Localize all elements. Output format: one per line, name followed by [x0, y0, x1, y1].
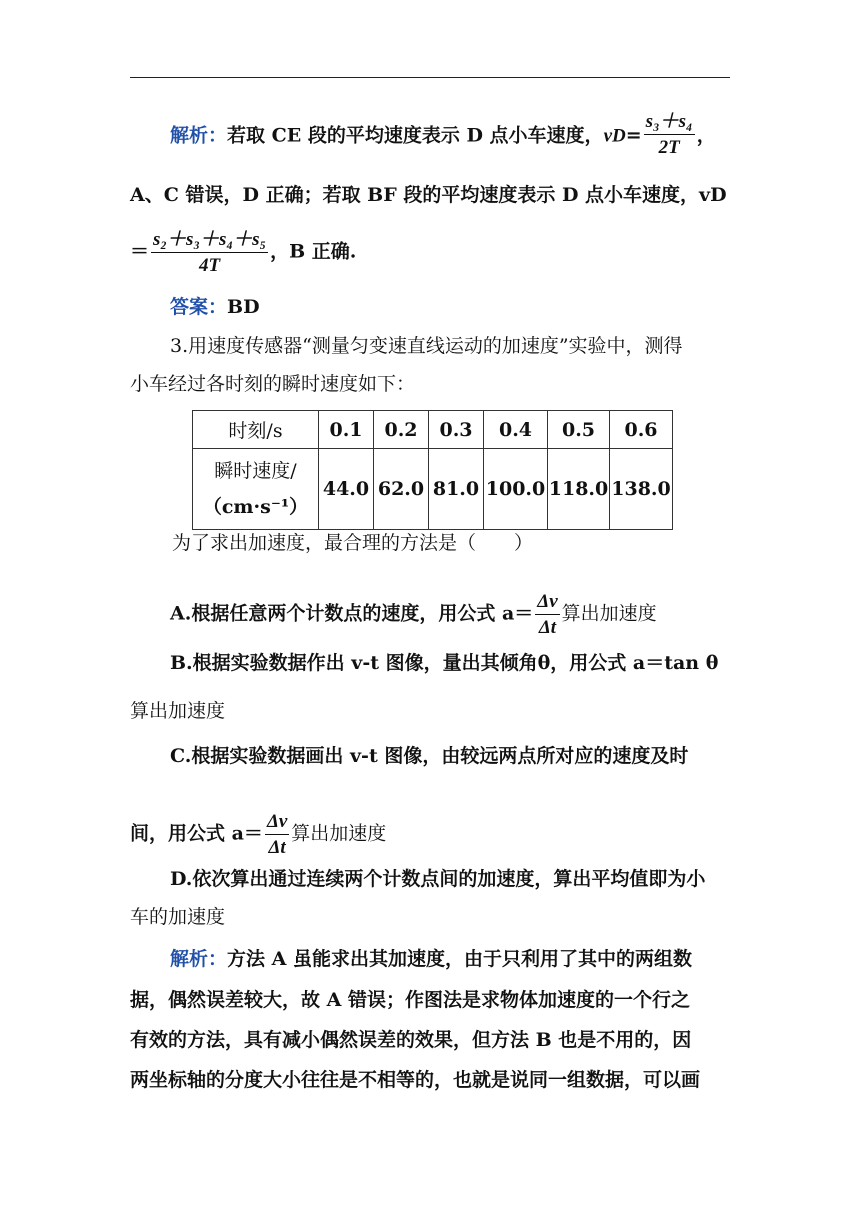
- fraction-s2-s5: [151, 230, 268, 275]
- answer-line: [170, 298, 260, 317]
- analysis1-line2: A、C 错误，D 正确；若取 BF 段的平均速度表示 D 点小车速度，vD: [130, 184, 727, 206]
- analysis2-label: 解析：: [170, 948, 228, 970]
- fraction-numerator: Δv: [265, 812, 289, 835]
- table-header-line: 瞬时速度/: [214, 460, 297, 482]
- fraction-dv-dt: [265, 812, 289, 857]
- table-cell: 0.1: [319, 411, 374, 449]
- option-d-line1: D.依次算出通过连续两个计数点间的加速度，算出平均值即为小: [170, 868, 706, 890]
- analysis1-line1-text: 若取 CE 段的平均速度表示 D 点小车速度，: [227, 124, 604, 147]
- option-c-line1: C.根据实验数据画出 v-t 图像，由较远两点所对应的速度及时: [170, 745, 689, 767]
- option-d-line2: 车的加速度: [130, 906, 226, 928]
- table-cell: 100.0: [484, 449, 548, 530]
- question-line1: 3.用速度传感器“测量匀变速直线运动的加速度”实验中，测得: [170, 335, 683, 357]
- option-b-line1: B.根据实验数据作出 v-t 图像，量出其倾角θ，用公式 a＝tan θ: [170, 652, 719, 674]
- vd-symbol: vD: [603, 125, 626, 147]
- fraction-denominator: 4T: [199, 255, 221, 276]
- table-cell: 138.0: [610, 449, 673, 530]
- fraction-denominator: Δt: [268, 837, 286, 858]
- question-line2: 小车经过各时刻的瞬时速度如下：: [130, 373, 416, 395]
- table-cell: 118.0: [548, 449, 610, 530]
- analysis2-line3: 有效的方法，具有减小偶然误差的效果，但方法 B 也是不用的，因: [130, 1029, 692, 1051]
- speed-table: [192, 410, 673, 530]
- table-cell: 0.6: [610, 411, 673, 449]
- header-rule: [130, 77, 730, 78]
- table-cell: 时刻/s: [193, 411, 319, 449]
- fraction-denominator: 2T: [658, 137, 680, 158]
- table-header-line: （cm·s⁻¹）: [202, 496, 309, 518]
- fraction-s3-s4: [644, 112, 695, 157]
- table-cell: 44.0: [319, 449, 374, 530]
- table-row: [193, 411, 673, 449]
- table-cell: 62.0: [374, 449, 429, 530]
- option-b-line2: 算出加速度: [130, 700, 226, 722]
- table-cell: 81.0: [429, 449, 484, 530]
- analysis2-line4: 两坐标轴的分度大小往往是不相等的，也就是说同一组数据，可以画: [130, 1069, 701, 1091]
- equals-sign: =: [625, 124, 642, 147]
- fraction-denominator: Δt: [538, 617, 557, 638]
- option-a-text: A.根据任意两个计数点的速度，用公式 a＝: [170, 602, 534, 625]
- table-cell: 0.5: [548, 411, 610, 449]
- fraction-numerator: s₃＋s₄: [644, 112, 695, 135]
- fraction-numerator: Δv: [535, 592, 559, 615]
- analysis1-line3: ＝ $\frac{\text{s₂＋s₃＋s₄＋s₅}}{4T}$ ，B 正确.: [130, 229, 357, 276]
- analysis2-line1: [170, 950, 692, 969]
- analysis2-line1-text: 方法 A 虽能求出其加速度，由于只利用了其中的两组数: [227, 948, 692, 970]
- table-cell: 0.4: [484, 411, 548, 449]
- analysis1-line1: 解析：若取 CE 段的平均速度表示 D 点小车速度，vD= $\frac{\text{s₃＋s₄}}{2T}$ ，: [170, 111, 716, 158]
- table-cell: 0.2: [374, 411, 429, 449]
- option-c-line2: [130, 812, 386, 857]
- option-a-post: 算出加速度: [561, 602, 657, 625]
- fraction-dv-dt: [535, 592, 559, 637]
- question-prompt: 为了求出加速度，最合理的方法是（ ）: [172, 532, 534, 554]
- table-row: [193, 449, 673, 530]
- answer-label: 答案：: [170, 296, 228, 318]
- analysis1-line3-tail: ，B 正确.: [270, 240, 357, 263]
- table-cell: 0.3: [429, 411, 484, 449]
- table-cell: [193, 449, 319, 530]
- answer-value: BD: [227, 296, 260, 318]
- analysis2-line2: 据，偶然误差较大，故 A 错误；作图法是求物体加速度的一个行之: [130, 989, 690, 1011]
- option-c-text: 间，用公式 a＝: [130, 822, 263, 845]
- option-a: [170, 592, 657, 637]
- fraction-numerator: s₂＋s₃＋s₄＋s₅: [151, 230, 268, 253]
- option-c-post: 算出加速度: [291, 822, 387, 845]
- analysis1-label: 解析：: [170, 124, 228, 147]
